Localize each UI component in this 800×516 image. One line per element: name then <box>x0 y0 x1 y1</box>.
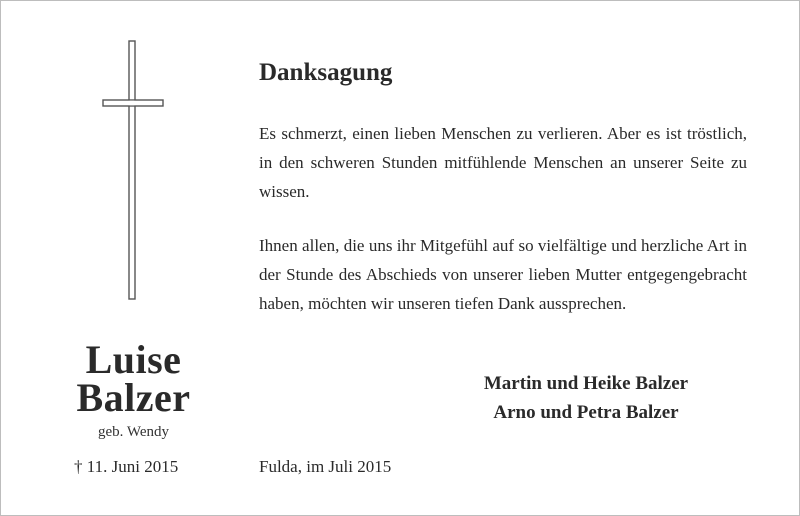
deceased-first-name: Luise <box>85 337 182 382</box>
signer-line: Martin und Heike Balzer <box>483 373 689 394</box>
signers <box>431 369 741 427</box>
place-date: Fulda, im Juli 2015 <box>259 457 392 476</box>
cross-icon <box>101 39 165 301</box>
deceased-name <box>41 337 226 420</box>
notice-heading: Danksagung <box>259 59 393 86</box>
signer-line: Arno und Petra Balzer <box>493 402 679 423</box>
deceased-last-name: Balzer <box>76 375 191 420</box>
thanks-paragraph-1: Es schmerzt, einen lieben Menschen zu verlieren. Aber es ist tröstlich, in den schweren Stunden mitfühlende Menschen an unserer Seite zu wissen. <box>259 124 747 201</box>
death-date: † 11. Juni 2015 <box>74 457 179 476</box>
thanks-paragraph-2: Ihnen allen, die uns ihr Mitgefühl auf so vielfältige und herzliche Art in der Stunde des Abschieds von unserer lieben Mutter entgegengebracht haben, möchten wir unseren tiefen Dank aussprechen. <box>259 236 747 313</box>
maiden-name: geb. Wendy <box>97 424 169 440</box>
